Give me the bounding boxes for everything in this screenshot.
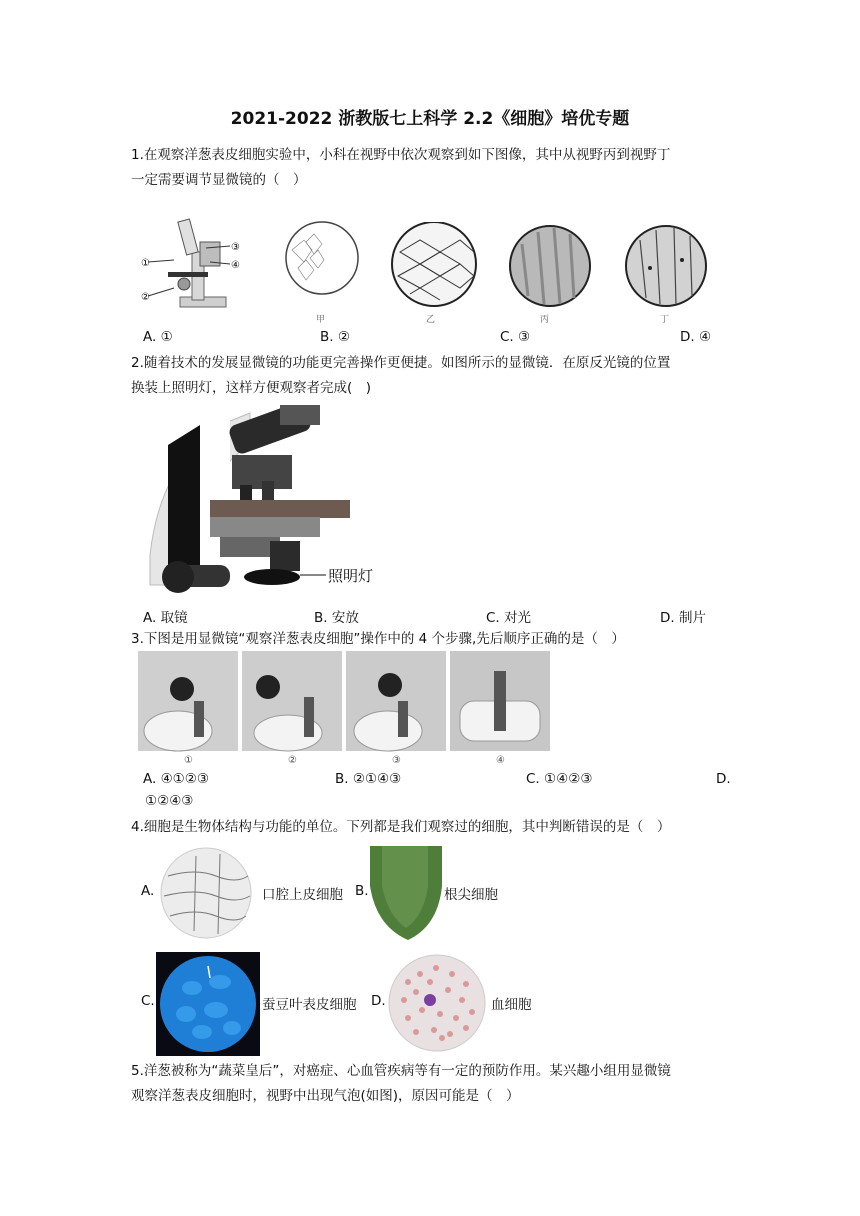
q1-option-c: C. ③ (500, 329, 531, 345)
q1-option-d: D. ④ (680, 329, 712, 345)
field-of-view-ding (624, 224, 710, 310)
photo-label-1: ① (184, 755, 193, 766)
question-4-text: 4.细胞是生物体结构与功能的单位。下列都是我们观察过的细胞，其中判断错误的是（ ） (131, 819, 671, 835)
root-tip-image (368, 846, 444, 942)
page-title: 2021-2022 浙教版七上科学 2.2《细胞》培优专题 (230, 109, 630, 129)
question-5-text: 5.洋葱被称为“蔬菜皇后”，对癌症、心血管疾病等有一定的预防作用。某兴趣小组用显微镜 观察洋葱表皮细胞时，视野中出现气泡(如图)，原因可能是（ ） (131, 1063, 671, 1104)
q4-option-a-label: 口腔上皮细胞 (262, 887, 343, 903)
question-3-text: 3.下图是用显微镜“观察洋葱表皮细胞”操作中的 4 个步骤,先后顺序正确的是（ ） (131, 631, 625, 647)
q4-option-d-letter: D. (371, 993, 386, 1009)
q4-option-a-letter: A. (141, 883, 155, 899)
microscope-with-lamp (140, 405, 390, 595)
caption-ding: 丁 (660, 315, 670, 325)
q2-option-d: D. 制片 (660, 610, 706, 626)
q4-option-b-letter: B. (355, 883, 369, 899)
blood-cells-image (386, 952, 488, 1054)
q4-option-c-label: 蚕豆叶表皮细胞 (262, 997, 357, 1013)
field-of-view-bing (508, 224, 594, 310)
label-3: ③ (231, 242, 240, 253)
q3-option-d: D. (716, 771, 731, 787)
caption-yi: 乙 (426, 315, 436, 325)
q2-option-c: C. 对光 (486, 610, 532, 626)
photo-label-4: ④ (496, 755, 505, 766)
q4-option-d-label: 血细胞 (491, 997, 532, 1013)
question-1-text: 1.在观察洋葱表皮细胞实验中，小科在视野中依次观察到如下图像，其中从视野丙到视野丁 一定需要调节显微镜的（ ） (131, 147, 671, 188)
field-of-view-yi (390, 222, 480, 312)
lamp-label: 照明灯 (328, 567, 374, 585)
caption-bing: 丙 (540, 315, 550, 325)
q3-option-a: A. ④①②③ (143, 771, 209, 787)
q1-option-b: B. ② (320, 329, 350, 345)
q2-option-b: B. 安放 (314, 610, 359, 626)
caption-jia: 甲 (316, 315, 326, 325)
microscope-diagram (140, 212, 250, 317)
photo-label-3: ③ (392, 755, 401, 766)
oral-epithelial-image (156, 846, 258, 940)
q3-option-d-continued: ①②④③ (145, 793, 194, 809)
field-of-view-jia (284, 220, 364, 305)
label-2: ② (141, 292, 150, 303)
broad-bean-leaf-epidermis-image (156, 952, 260, 1056)
q3-option-b: B. ②①④③ (335, 771, 402, 787)
q2-option-a: A. 取镜 (143, 610, 188, 626)
q4-option-b-label: 根尖细胞 (444, 887, 498, 903)
q3-option-c: C. ①④②③ (526, 771, 593, 787)
label-4: ④ (231, 260, 240, 271)
operation-steps-photos (138, 651, 554, 767)
q4-option-c-letter: C. (141, 993, 155, 1009)
question-2-text: 2.随着技术的发展显微镜的功能更完善操作更便捷。如图所示的显微镜．在原反光镜的位置 换装上照明灯，这样方便观察者完成( ) (131, 355, 671, 396)
photo-label-2: ② (288, 755, 297, 766)
q1-option-a: A. ① (143, 329, 173, 345)
label-1: ① (141, 258, 150, 269)
